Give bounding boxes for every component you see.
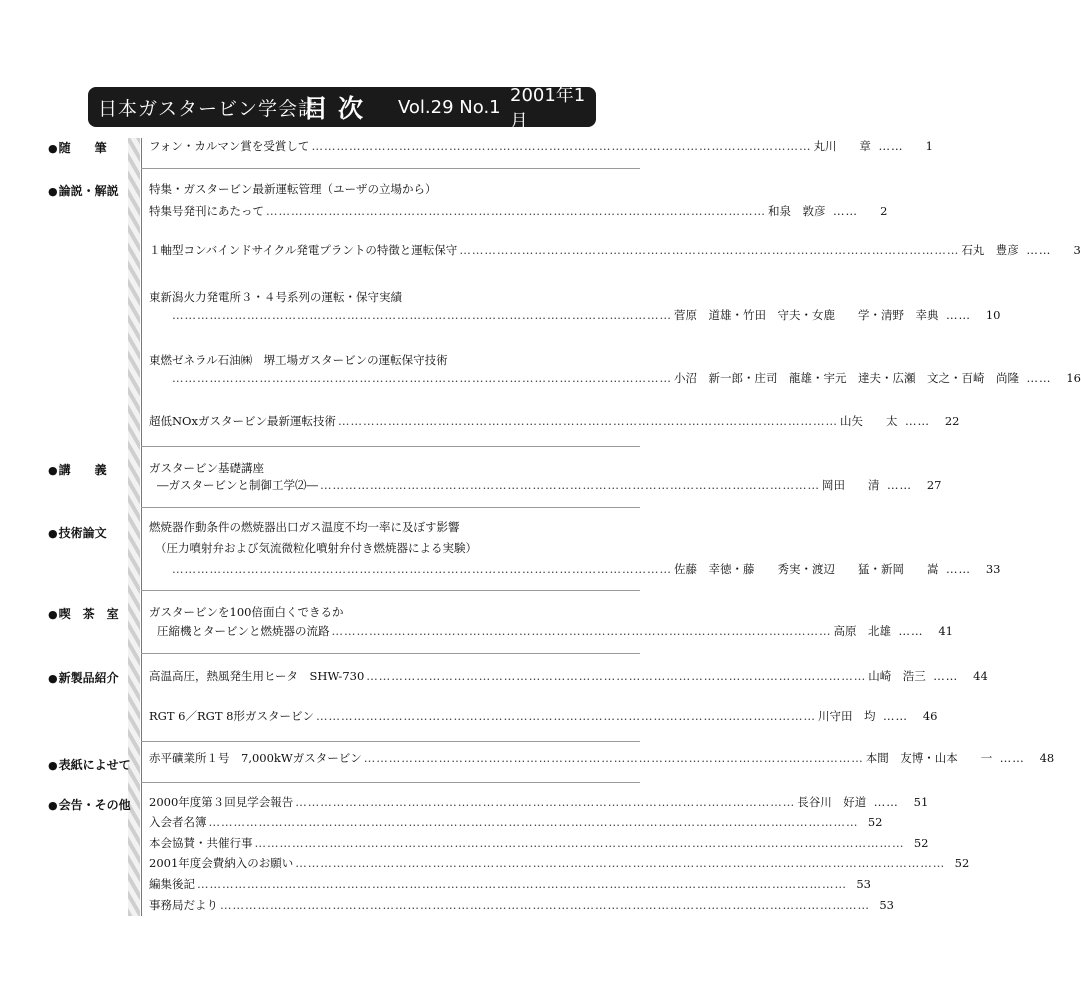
bullet-icon: ● <box>48 185 58 198</box>
toc-entry: 2001年度会費納入のお願い ………………………………………………………………………………………………………………………………………… 52 <box>149 856 970 870</box>
section-rule <box>141 741 640 742</box>
toc-entry: ………………………………………………………………………………………………………… 菅原 道雄・竹田 守夫・女鹿 学・清野 幸典 …… 10 <box>172 308 1001 322</box>
journal-name: 日本ガスタービン学会誌 <box>98 97 319 120</box>
toc-entry: ―ガスタービンと制御工学⑵― ………………………………………………………………………………………………………… 岡田 清 …… 27 <box>157 478 942 492</box>
article-title: 東燃ゼネラル石油㈱ 堺工場ガスタービンの運転保守技術 <box>149 353 448 367</box>
toc-entry: ………………………………………………………………………………………………………… 小沼 新一郎・庄司 龍雄・宇元 達夫・広瀬 文之・百崎 尚隆 …… 16 <box>172 371 1081 385</box>
category-review: ●論説・解説 <box>48 184 119 198</box>
toc-entry: 超低NOxガスタービン最新運転技術 ………………………………………………………………………………………………………… 山矢 太 …… 22 <box>149 414 960 428</box>
page-title: 目次 <box>303 94 374 123</box>
article-title: ガスタービン基礎講座 <box>149 461 264 475</box>
category-paper: ●技術論文 <box>48 526 107 540</box>
category-essay: ●随 筆 <box>48 141 107 155</box>
toc-entry: 事務局だより ………………………………………………………………………………………………………………………………………… 53 <box>149 898 894 912</box>
section-rule <box>141 653 640 654</box>
section-rule <box>141 590 640 591</box>
article-title: 燃焼器作動条件の燃焼器出口ガス温度不均一率に及ぼす影響 <box>149 520 460 534</box>
toc-entry: 特集号発刊にあたって ………………………………………………………………………………………………………… 和泉 敦彦 …… 2 <box>149 204 888 218</box>
bullet-icon: ● <box>48 759 58 772</box>
toc-entry: 圧縮機とタービンと燃焼器の流路 ………………………………………………………………………………………………………… 高原 北雄 …… 41 <box>157 624 953 638</box>
toc-entry: 編集後記 ………………………………………………………………………………………………………………………………………… 53 <box>149 877 871 891</box>
category-cover: ●表紙によせて <box>48 758 131 772</box>
section-rule <box>141 446 640 447</box>
section-rule <box>141 168 640 169</box>
category-notices: ●会告・その他 <box>48 798 131 812</box>
toc-entry: フォン・カルマン賞を受賞して ………………………………………………………………………………………………………… 丸川 章 …… 1 <box>149 139 933 153</box>
toc-entry: 2000年度第３回見学会報告 ………………………………………………………………………………………………………… 長谷川 好道 …… 51 <box>149 795 929 809</box>
bullet-icon: ● <box>48 608 58 621</box>
toc-entry: １軸型コンバインドサイクル発電プラントの特徴と運転保守 ………………………………………………………………………………………………………… 石丸 豊彦 …… 3 <box>149 243 1081 257</box>
volume-number: Vol.29 No.1 <box>398 96 501 118</box>
toc-entry: 入会者名簿 ………………………………………………………………………………………………………………………………………… 52 <box>149 815 883 829</box>
article-title: ガスタービンを100倍面白くできるか <box>149 605 344 619</box>
article-subtitle: （圧力噴射弁および気流微粒化噴射弁付き燃焼器による実験） <box>155 541 477 555</box>
bullet-icon: ● <box>48 464 58 477</box>
section-rule <box>141 782 640 783</box>
bullet-icon: ● <box>48 799 58 812</box>
article-title: 東新潟火力発電所３・４号系列の運転・保守実績 <box>149 290 402 304</box>
category-new-products: ●新製品紹介 <box>48 671 119 685</box>
section-title: 特集・ガスタービン最新運転管理（ユーザの立場から） <box>149 182 437 196</box>
toc-entry: 赤平礦業所１号 7,000kWガスタービン ………………………………………………………………………………………………………… 本間 友博・山本 一 …… 48 <box>149 751 1055 765</box>
issue-date: 2001年1月 <box>510 85 586 132</box>
toc-entry: 高温高圧，熱風発生用ヒータ SHW-730 ………………………………………………………………………………………………………… 山崎 浩三 …… 44 <box>149 669 988 683</box>
toc-entry: 本会協賛・共催行事 ………………………………………………………………………………………………………………………………………… 52 <box>149 836 929 850</box>
toc-entry: RGT 6／RGT 8形ガスタービン ………………………………………………………………………………………………………… 川守田 均 …… 46 <box>149 709 938 723</box>
category-tea-room: ●喫 茶 室 <box>48 607 119 621</box>
toc-entry: ………………………………………………………………………………………………………… 佐藤 幸徳・藤 秀実・渡辺 猛・新岡 嵩 …… 33 <box>172 562 1001 576</box>
bullet-icon: ● <box>48 527 58 540</box>
section-rule <box>141 507 640 508</box>
toc-header <box>88 85 596 132</box>
category-lecture: ●講 義 <box>48 463 107 477</box>
bullet-icon: ● <box>48 672 58 685</box>
sidebar-divider <box>141 138 142 916</box>
bullet-icon: ● <box>48 142 58 155</box>
